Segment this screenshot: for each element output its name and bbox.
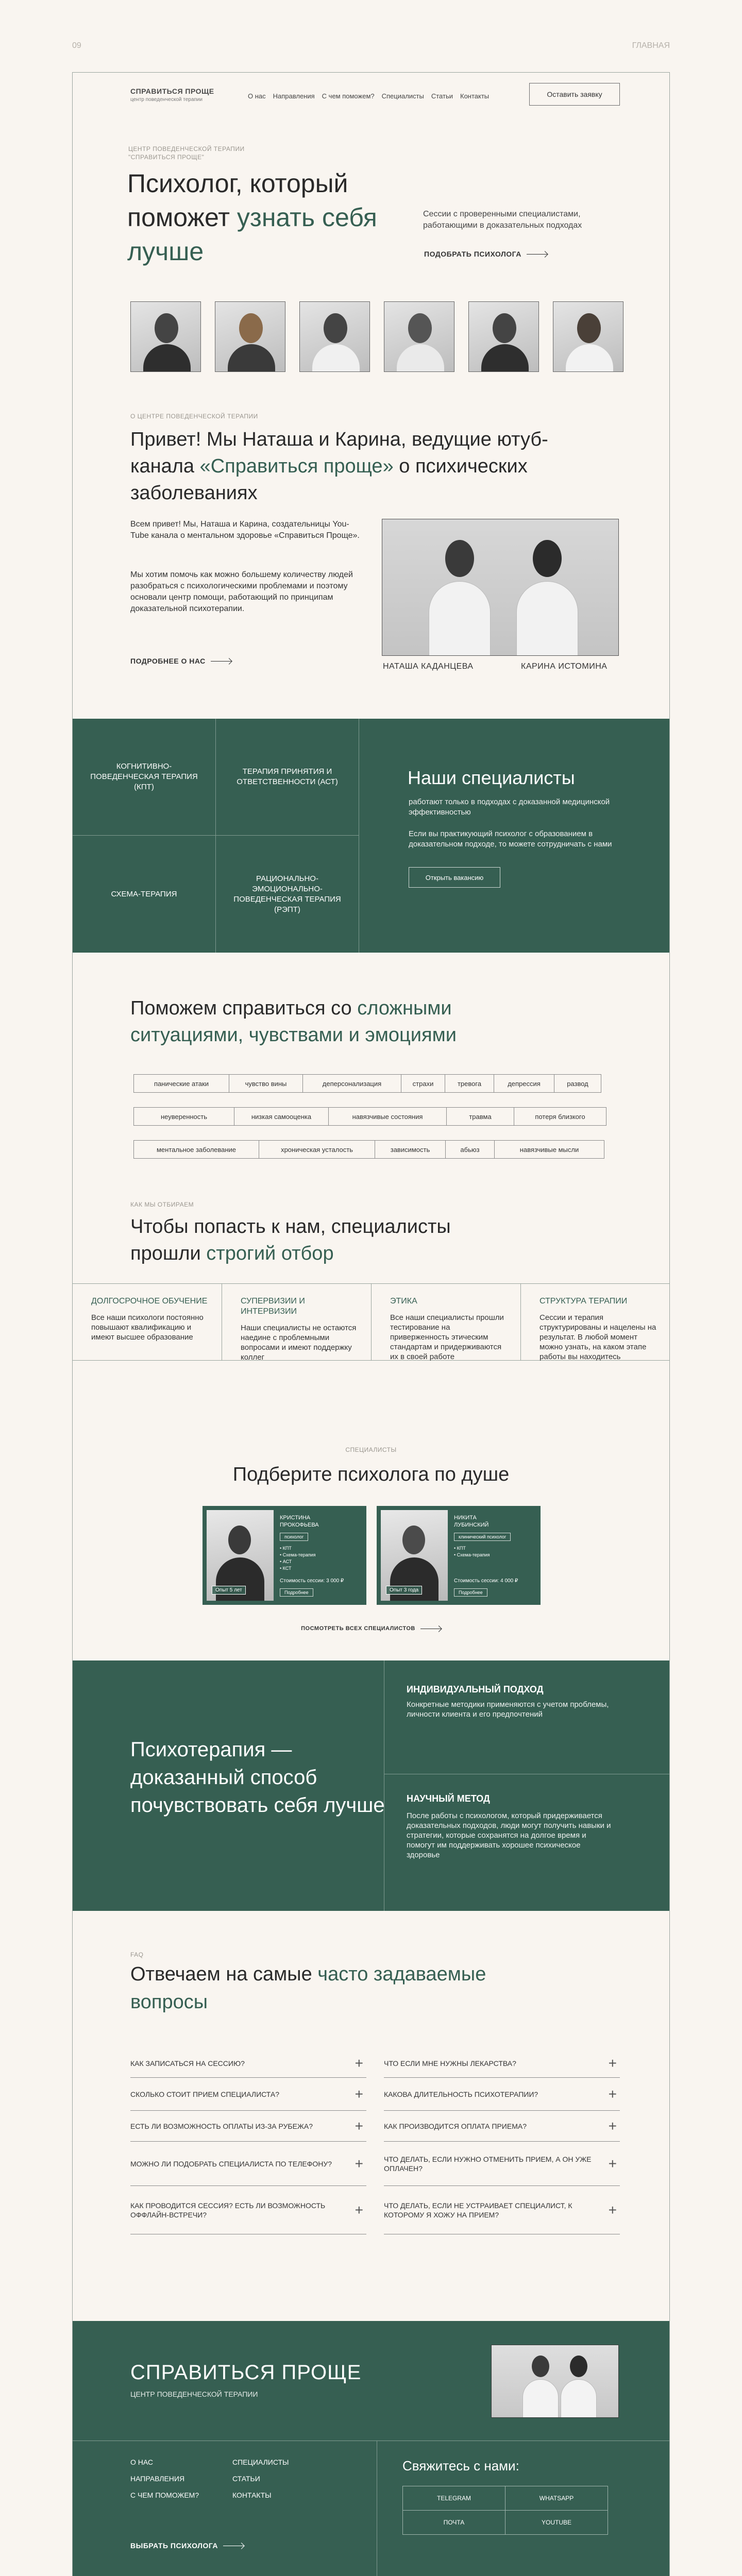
criterion-title: СУПЕРВИЗИИ И ИНТЕРВИЗИИ bbox=[241, 1297, 305, 1316]
plus-icon: + bbox=[355, 2155, 363, 2172]
specialists-text-2: Если вы практикующий психолог с образованием в доказательном подходе, то можете сотрудничать с нами bbox=[409, 829, 612, 849]
problem-tag[interactable]: тревога bbox=[445, 1074, 494, 1093]
founder-name-1: НАТАША КАДАНЦЕВА bbox=[383, 662, 474, 671]
specialist-photo[interactable] bbox=[215, 301, 285, 372]
footer-pick-psychologist-link[interactable] bbox=[130, 2541, 244, 2550]
faq-question: ЕСТЬ ЛИ ВОЗМОЖНОСТЬ ОПЛАТЫ ИЗ-ЗА РУБЕЖА? bbox=[130, 2122, 313, 2130]
specialist-photo[interactable] bbox=[468, 301, 539, 372]
problems-title bbox=[130, 995, 522, 1048]
criterion-text: Сессии и терапия структурированы и нацелены на результат. В любой момент можно узнать, на каком этапе работы вы находитесь bbox=[539, 1313, 656, 1361]
plus-icon: + bbox=[355, 2117, 363, 2134]
method-label: СХЕМА-ТЕРАПИЯ bbox=[111, 889, 177, 899]
open-vacancy-button[interactable]: Открыть вакансию bbox=[409, 867, 500, 888]
specialist-last-name: ЛУБИНСКИЙ bbox=[454, 1522, 489, 1528]
specialist-method: • КПТ bbox=[280, 1546, 292, 1551]
footer-subtitle: ЦЕНТР ПОВЕДЕНЧЕСКОЙ ТЕРАПИИ bbox=[130, 2390, 258, 2398]
criterion-text: Все наши специалисты прошли тестирование на приверженность этическим стандартам и придерживаются их в своей работе bbox=[390, 1313, 504, 1361]
faq-item[interactable] bbox=[384, 2186, 620, 2234]
problem-tag[interactable]: травма bbox=[446, 1107, 514, 1126]
faq-item[interactable] bbox=[130, 2142, 366, 2186]
founders-photo bbox=[382, 519, 619, 656]
selection-title-part1: Чтобы попасть к нам, специалисты прошли bbox=[130, 1216, 451, 1264]
problem-tags-row-1 bbox=[133, 1074, 601, 1093]
whatsapp-link[interactable]: WHATSAPP bbox=[505, 2486, 608, 2511]
problem-tag[interactable]: неуверенность bbox=[133, 1107, 234, 1126]
footer-founders-photo bbox=[491, 2345, 619, 2418]
faq-question: КАК ПРОВОДИТСЯ СЕССИЯ? ЕСТЬ ЛИ ВОЗМОЖНОСТЬ ОФФЛАЙН-ВСТРЕЧИ? bbox=[130, 2201, 326, 2219]
criterion-title: ДОЛГОСРОЧНОЕ ОБУЧЕНИЕ bbox=[91, 1297, 208, 1306]
logo-subtitle: центр поведенческой терапии bbox=[130, 97, 203, 103]
faq-item[interactable] bbox=[130, 2186, 366, 2234]
faq-item[interactable] bbox=[130, 2049, 366, 2078]
problem-tag[interactable]: деперсонализация bbox=[302, 1074, 401, 1093]
leave-request-button[interactable]: Оставить заявку bbox=[529, 83, 620, 106]
problem-tag[interactable]: навязчивые мысли bbox=[494, 1140, 604, 1159]
specialist-methods bbox=[454, 1545, 490, 1558]
session-price: Стоимость сессии: 3 000 ₽ bbox=[280, 1578, 344, 1584]
therapy-heading-1: ИНДИВИДУАЛЬНЫЙ ПОДХОД bbox=[407, 1684, 544, 1694]
specialist-photo[interactable] bbox=[299, 301, 370, 372]
specialist-photo[interactable] bbox=[130, 301, 201, 372]
nav-item-about[interactable]: О нас bbox=[248, 92, 266, 100]
specialist-card-photo bbox=[207, 1510, 274, 1601]
page-frame bbox=[72, 72, 670, 2576]
method-label: КОГНИТИВНО-ПОВЕДЕНЧЕСКАЯ ТЕРАПИЯ (КПТ) bbox=[90, 762, 198, 791]
faq-question: КАК ПРОИЗВОДИТСЯ ОПЛАТА ПРИЕМА? bbox=[384, 2122, 527, 2130]
faq-title-part1: Отвечаем на самые bbox=[130, 1963, 318, 1985]
problem-tag[interactable]: навязчивые состояния bbox=[328, 1107, 447, 1126]
footer-brand: СПРАВИТЬСЯ ПРОЩЕ bbox=[130, 2361, 362, 2384]
contact-title: Свяжитесь с нами: bbox=[402, 2458, 519, 2473]
faq-item[interactable] bbox=[130, 2078, 366, 2111]
footer-link-articles[interactable]: СТАТЬИ bbox=[232, 2475, 260, 2483]
problem-tag[interactable]: зависимость bbox=[375, 1140, 446, 1159]
specialist-method: • КПТ bbox=[454, 1546, 466, 1551]
problem-tag[interactable]: страхи bbox=[401, 1074, 445, 1093]
problem-tag[interactable]: чувство вины bbox=[229, 1074, 303, 1093]
criterion-card bbox=[222, 1283, 372, 1361]
criterion-text: Все наши психологи постоянно повышают квалификацию и имеют высшее образование bbox=[91, 1313, 204, 1342]
problems-title-accent: сложными ситуациями, чувствами и эмоциями bbox=[130, 997, 457, 1046]
page-number: 09 bbox=[72, 41, 81, 50]
faq-question: ЧТО ДЕЛАТЬ, ЕСЛИ НЕ УСТРАИВАЕТ СПЕЦИАЛИСТ, К КОТОРОМУ Я ХОЖУ НА ПРИЕМ? bbox=[384, 2201, 572, 2219]
therapy-title: Психотерапия — доказанный способ почувствовать себя лучше bbox=[130, 1738, 385, 1817]
problem-tag[interactable]: развод bbox=[554, 1074, 601, 1093]
hero-title-line2: поможет bbox=[127, 203, 237, 232]
specialists-text-1: работают только в подходах с доказанной медицинской эффективностью bbox=[409, 798, 610, 817]
problems-title-part1: Поможем справиться со bbox=[130, 997, 358, 1019]
method-schema[interactable] bbox=[73, 836, 216, 953]
about-title-part1: Привет! Мы Наташа и Карина, ведущие ютуб-канала bbox=[130, 429, 548, 477]
specialist-method: • Схема-терапия bbox=[454, 1552, 490, 1557]
hero-caption: ЦЕНТР ПОВЕДЕНЧЕСКОЙ ТЕРАПИИ "СПРАВИТЬСЯ ПРОЩЕ" bbox=[128, 145, 245, 161]
specialist-badge: клинический психолог bbox=[454, 1533, 511, 1541]
problem-tag[interactable]: депрессия bbox=[494, 1074, 554, 1093]
page-label: ГЛАВНАЯ bbox=[632, 41, 670, 50]
specialists-title: Наши специалисты bbox=[408, 767, 575, 788]
faq-title bbox=[130, 1960, 522, 2016]
specialist-more-button[interactable]: Подробнее bbox=[454, 1588, 487, 1597]
founder-name-2: КАРИНА ИСТОМИНА bbox=[521, 662, 608, 671]
specialist-first-name: НИКИТА bbox=[454, 1515, 477, 1521]
session-price: Стоимость сессии: 4 000 ₽ bbox=[454, 1578, 518, 1584]
logo-title: СПРАВИТЬСЯ ПРОЩЕ bbox=[130, 87, 214, 95]
problem-tag[interactable]: потеря близкого bbox=[514, 1107, 606, 1126]
footer-link-specialists[interactable]: СПЕЦИАЛИСТЫ bbox=[232, 2458, 289, 2466]
specialist-badge: психолог bbox=[280, 1533, 308, 1541]
specialist-card-name bbox=[454, 1514, 488, 1529]
logo[interactable] bbox=[130, 87, 214, 103]
specialist-card-name bbox=[280, 1514, 319, 1529]
arrow-right-icon bbox=[527, 254, 547, 255]
footer-link-directions[interactable]: НАПРАВЛЕНИЯ bbox=[130, 2475, 185, 2483]
problem-tag[interactable]: абьюз bbox=[445, 1140, 495, 1159]
faq-question: МОЖНО ЛИ ПОДОБРАТЬ СПЕЦИАЛИСТА ПО ТЕЛЕФОНУ? bbox=[130, 2159, 332, 2168]
plus-icon: + bbox=[355, 2201, 363, 2218]
more-about-link-label: ПОДРОБНЕЕ О НАС bbox=[130, 657, 206, 665]
method-label: РАЦИОНАЛЬНО-ЭМОЦИОНАЛЬНО-ПОВЕДЕНЧЕСКАЯ ТЕРАПИЯ (РЭПТ) bbox=[233, 874, 341, 914]
about-title-accent: «Справиться проще» bbox=[199, 455, 394, 477]
all-specialists-link[interactable] bbox=[301, 1625, 441, 1632]
nav-item-help[interactable]: С чем поможем? bbox=[322, 92, 375, 100]
method-label: ТЕРАПИЯ ПРИНЯТИЯ И ОТВЕТСТВЕННОСТИ (АСТ) bbox=[237, 767, 338, 786]
nav-item-directions[interactable]: Направления bbox=[273, 92, 315, 100]
specialist-methods bbox=[280, 1545, 316, 1572]
plus-icon: + bbox=[608, 2201, 617, 2218]
selection-caption: КАК МЫ ОТБИРАЕМ bbox=[130, 1201, 194, 1208]
faq-item[interactable] bbox=[384, 2111, 620, 2142]
faq-question: КАК ЗАПИСАТЬСЯ НА СЕССИЮ? bbox=[130, 2059, 245, 2067]
specialist-photo[interactable] bbox=[384, 301, 454, 372]
plus-icon: + bbox=[608, 2055, 617, 2071]
pick-title: Подберите психолога по душе bbox=[232, 1464, 510, 1485]
specialist-more-button[interactable]: Подробнее bbox=[280, 1588, 313, 1597]
about-paragraph-1: Всем привет! Мы, Наташа и Карина, создательницы You-Tube канала о ментальном здоровье «Справиться Проще». bbox=[130, 520, 360, 540]
specialist-method: • АСТ bbox=[280, 1559, 292, 1564]
faq-item[interactable] bbox=[130, 2111, 366, 2142]
faq-title-accent: часто задаваемые bbox=[317, 1963, 486, 1985]
faq-question: ЧТО ЕСЛИ МНЕ НУЖНЫ ЛЕКАРСТВА? bbox=[384, 2059, 516, 2067]
specialist-last-name: ПРОКОФЬЕВА bbox=[280, 1522, 319, 1528]
specialist-method: • Схема-терапия bbox=[280, 1552, 316, 1557]
email-link[interactable]: ПОЧТА bbox=[402, 2510, 505, 2535]
therapy-text-2: После работы с психологом, который придерживается доказательных подходов, люди могут получить навыки и стратегии, которые сохранятся на долгое время и помогут им поддерживать хорошее психическое здоровье bbox=[407, 1811, 611, 1859]
pick-psychologist-link[interactable] bbox=[424, 250, 547, 258]
all-specialists-link-label: ПОСМОТРЕТЬ ВСЕХ СПЕЦИАЛИСТОВ bbox=[301, 1625, 415, 1632]
criterion-text: Наши специалисты не остаются наедине с проблемными вопросами и имеют поддержку коллег bbox=[241, 1324, 357, 1362]
faq-item[interactable] bbox=[384, 2049, 620, 2078]
more-about-link[interactable] bbox=[130, 657, 231, 665]
plus-icon: + bbox=[355, 2055, 363, 2071]
nav-item-contacts[interactable]: Контакты bbox=[460, 92, 490, 100]
faq-question: КАКОВА ДЛИТЕЛЬНОСТЬ ПСИХОТЕРАПИИ? bbox=[384, 2090, 538, 2098]
experience-label: Опыт 5 лет bbox=[212, 1586, 246, 1595]
criterion-card bbox=[521, 1283, 669, 1361]
pick-psychologist-link-label: ПОДОБРАТЬ ПСИХОЛОГА bbox=[424, 250, 521, 258]
criterion-title: СТРУКТУРА ТЕРАПИИ bbox=[539, 1297, 628, 1306]
faq-caption: FAQ bbox=[130, 1951, 144, 1958]
plus-icon: + bbox=[355, 2086, 363, 2102]
faq-item[interactable] bbox=[384, 2078, 620, 2111]
plus-icon: + bbox=[608, 2117, 617, 2134]
footer-link-about[interactable]: О НАС bbox=[130, 2458, 154, 2466]
footer-link-help[interactable]: С ЧЕМ ПОМОЖЕМ? bbox=[130, 2491, 199, 2499]
plus-icon: + bbox=[608, 2086, 617, 2102]
nav-item-specialists[interactable]: Специалисты bbox=[381, 92, 424, 100]
nav-item-articles[interactable]: Статьи bbox=[431, 92, 453, 100]
problem-tag[interactable]: низкая самооценка bbox=[234, 1107, 329, 1126]
experience-label: Опыт 3 года bbox=[386, 1586, 422, 1595]
footer-pick-link-label: ВЫБРАТЬ ПСИХОЛОГА bbox=[130, 2541, 218, 2550]
specialist-method: • КСТ bbox=[280, 1566, 292, 1571]
specialist-card[interactable] bbox=[203, 1506, 366, 1605]
specialist-card-photo bbox=[381, 1510, 448, 1601]
selection-title-accent: строгий отбор bbox=[206, 1243, 334, 1264]
problem-tag[interactable]: панические атаки bbox=[133, 1074, 229, 1093]
problem-tags-row-3 bbox=[133, 1140, 604, 1159]
main-nav bbox=[248, 92, 489, 100]
arrow-right-icon bbox=[211, 661, 231, 662]
about-caption: О ЦЕНТРЕ ПОВЕДЕНЧЕСКОЙ ТЕРАПИИ bbox=[130, 413, 258, 420]
faq-question: ЧТО ДЕЛАТЬ, ЕСЛИ НУЖНО ОТМЕНИТЬ ПРИЕМ, А ОН УЖЕ ОПЛАЧЕН? bbox=[384, 2155, 592, 2173]
method-cbt[interactable] bbox=[73, 719, 216, 836]
plus-icon: + bbox=[608, 2155, 617, 2172]
faq-title-part2: вопросы bbox=[130, 1991, 208, 2013]
specialist-photos bbox=[130, 301, 623, 372]
youtube-link[interactable]: YOUTUBE bbox=[505, 2510, 608, 2535]
selection-title bbox=[130, 1213, 522, 1267]
telegram-link[interactable]: TELEGRAM bbox=[402, 2486, 505, 2511]
faq-question: СКОЛЬКО СТОИТ ПРИЕМ СПЕЦИАЛИСТА? bbox=[130, 2090, 279, 2098]
hero-side-text: Сессии с проверенными специалистами, работающими в доказательных подходах bbox=[423, 210, 582, 230]
faq-item[interactable] bbox=[384, 2142, 620, 2186]
about-paragraph-2: Мы хотим помочь как можно большему количеству людей разобраться с психологическими проблемами и поэтому основали центр помощи, работающий по принципам доказательной психотерапии. bbox=[130, 570, 353, 613]
problem-tags-row-2 bbox=[133, 1107, 606, 1126]
pick-caption: СПЕЦИАЛИСТЫ bbox=[345, 1446, 397, 1453]
specialist-first-name: КРИСТИНА bbox=[280, 1515, 311, 1521]
about-title-part2: о психических заболеваниях bbox=[130, 455, 528, 504]
about-title bbox=[130, 426, 574, 506]
therapy-text-1: Конкретные методики применяются с учетом проблемы, личности клиента и его предпочтений bbox=[407, 1700, 609, 1719]
footer-link-contacts[interactable]: КОНТАКТЫ bbox=[232, 2491, 272, 2499]
method-act[interactable] bbox=[216, 719, 359, 836]
problem-tag[interactable]: хроническая усталость bbox=[259, 1140, 375, 1159]
hero-title-line1: Психолог, который bbox=[127, 169, 348, 198]
hero-title-accent: узнать себя лучше bbox=[127, 203, 377, 266]
therapy-divider-vertical bbox=[384, 1660, 669, 1911]
hero-title bbox=[127, 166, 416, 268]
method-rebt[interactable] bbox=[216, 836, 359, 953]
specialist-photo[interactable] bbox=[553, 301, 623, 372]
therapy-heading-2: НАУЧНЫЙ МЕТОД bbox=[407, 1793, 490, 1804]
specialist-card[interactable] bbox=[377, 1506, 541, 1605]
criterion-card bbox=[372, 1283, 521, 1361]
criterion-card bbox=[73, 1283, 222, 1361]
problem-tag[interactable]: ментальное заболевание bbox=[133, 1140, 259, 1159]
criterion-title: ЭТИКА bbox=[390, 1297, 417, 1306]
